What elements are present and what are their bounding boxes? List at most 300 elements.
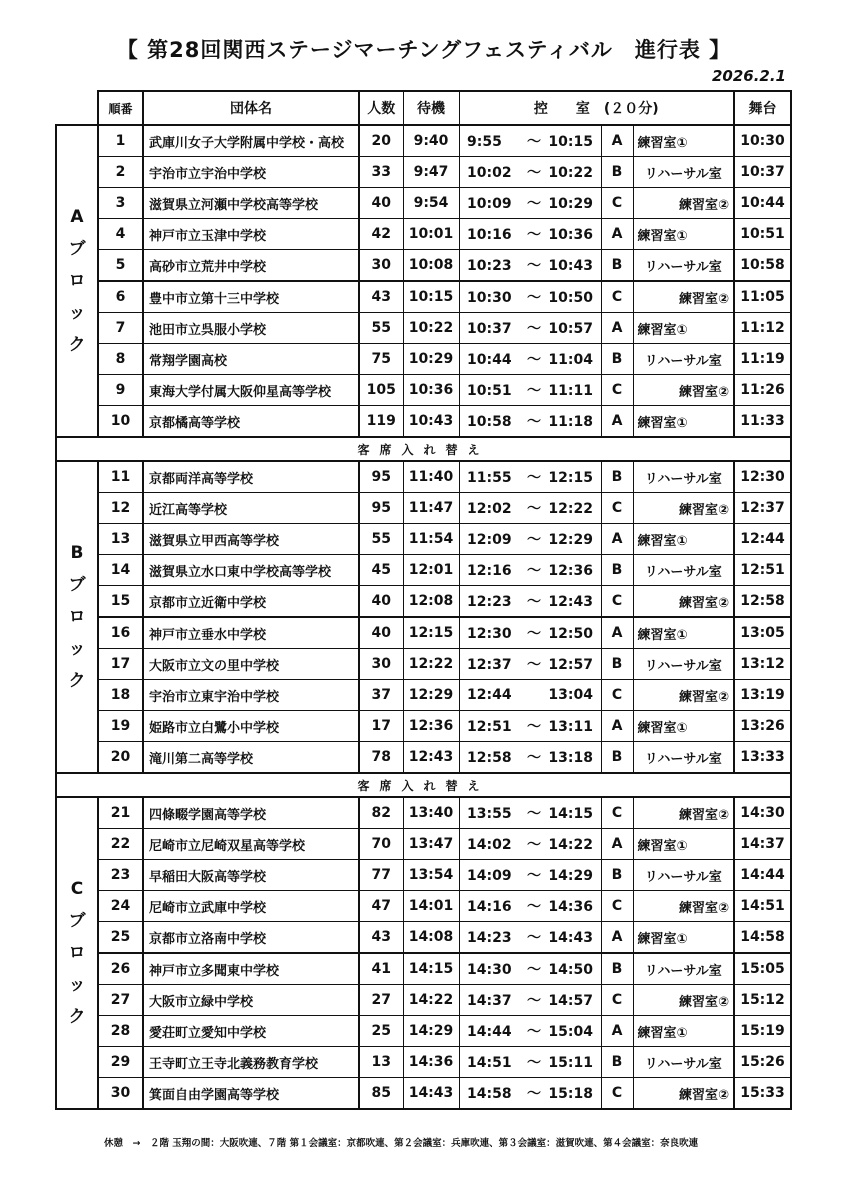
table-row [56, 860, 791, 891]
standby-cell: 10:43 [403, 406, 459, 438]
room-letter-cell: B [601, 461, 633, 493]
table-row [56, 985, 791, 1016]
room-time-cell [459, 985, 601, 1016]
room-end: 10:29 [548, 196, 593, 212]
room-start: 12:58 [467, 750, 512, 766]
block-label-char: ブ [68, 911, 86, 931]
standby-cell: 12:22 [403, 649, 459, 680]
group-name-cell: 神戸市立垂水中学校 [143, 617, 359, 649]
group-name-cell: 四條畷学園高等学校 [143, 797, 359, 829]
members-cell: 78 [359, 742, 403, 774]
block-label-char: C [70, 879, 84, 899]
room-time-cell [459, 461, 601, 493]
room-start: 10:44 [467, 352, 512, 368]
group-name-cell: 尼崎市立武庫中学校 [143, 891, 359, 922]
room-time-cell [459, 313, 601, 344]
order-cell: 19 [98, 711, 143, 742]
audience-change-row [56, 773, 791, 797]
order-cell: 16 [98, 617, 143, 649]
stage-time-cell: 11:19 [734, 344, 791, 375]
room-name-cell: 練習室② [633, 680, 734, 711]
standby-cell: 11:47 [403, 493, 459, 524]
group-name-cell: 池田市立呉服小学校 [143, 313, 359, 344]
standby-cell: 12:01 [403, 555, 459, 586]
room-time-cell [459, 555, 601, 586]
block-label-char: ク [68, 1007, 86, 1027]
block-label [56, 797, 98, 1109]
standby-cell: 10:01 [403, 219, 459, 250]
table-row [56, 344, 791, 375]
block-label [56, 125, 98, 437]
order-cell: 9 [98, 375, 143, 406]
table-row [56, 524, 791, 555]
room-letter-cell: B [601, 742, 633, 774]
standby-cell: 9:40 [403, 125, 459, 157]
stage-time-cell: 15:12 [734, 985, 791, 1016]
room-letter-cell: B [601, 344, 633, 375]
block-label-char: ロ [68, 271, 86, 291]
members-cell: 43 [359, 922, 403, 954]
tilde: ～ [527, 868, 541, 884]
room-start: 10:09 [467, 196, 512, 212]
room-name-cell: リハーサル室 [633, 344, 734, 375]
block-label-char: ブ [68, 239, 86, 259]
stage-time-cell: 13:05 [734, 617, 791, 649]
standby-cell: 9:54 [403, 188, 459, 219]
room-time-cell [459, 1047, 601, 1078]
group-name-cell: 愛荘町立愛知中学校 [143, 1016, 359, 1047]
room-name-cell: 練習室② [633, 891, 734, 922]
tilde: ～ [527, 1024, 541, 1040]
room-start: 10:23 [467, 258, 512, 274]
stage-time-cell: 10:37 [734, 157, 791, 188]
standby-cell: 11:54 [403, 524, 459, 555]
stage-time-cell: 15:26 [734, 1047, 791, 1078]
stage-time-cell: 14:51 [734, 891, 791, 922]
audience-change-row [56, 437, 791, 461]
stage-time-cell: 10:44 [734, 188, 791, 219]
tilde: ～ [527, 165, 541, 181]
members-cell: 47 [359, 891, 403, 922]
room-name-cell: リハーサル室 [633, 860, 734, 891]
room-name-cell: リハーサル室 [633, 742, 734, 774]
room-end: 14:43 [548, 930, 593, 946]
stage-time-cell: 13:12 [734, 649, 791, 680]
room-letter-cell: B [601, 649, 633, 680]
group-name-cell: 箕面自由学園高等学校 [143, 1078, 359, 1110]
header-order: 順番 [98, 91, 143, 125]
tilde: ～ [527, 626, 541, 642]
room-time-cell [459, 406, 601, 438]
stage-time-cell: 14:58 [734, 922, 791, 954]
room-name-cell: 練習室① [633, 617, 734, 649]
standby-cell: 12:43 [403, 742, 459, 774]
room-start: 9:55 [467, 134, 502, 150]
members-cell: 55 [359, 524, 403, 555]
table-row [56, 649, 791, 680]
block-label-char: ブ [68, 575, 86, 595]
stage-time-cell: 11:26 [734, 375, 791, 406]
audience-change-label: 客席入れ替え [56, 773, 791, 797]
tilde: ～ [527, 594, 541, 610]
tilde: ～ [527, 196, 541, 212]
members-cell: 40 [359, 586, 403, 618]
stage-time-cell: 11:33 [734, 406, 791, 438]
tilde: ～ [527, 993, 541, 1009]
order-cell: 23 [98, 860, 143, 891]
stage-time-cell: 15:05 [734, 953, 791, 985]
room-start: 10:02 [467, 165, 512, 181]
tilde: ～ [527, 837, 541, 853]
standby-cell: 14:08 [403, 922, 459, 954]
room-name-cell: 練習室② [633, 188, 734, 219]
room-start: 12:02 [467, 501, 512, 517]
standby-cell: 12:29 [403, 680, 459, 711]
table-row [56, 797, 791, 829]
room-end: 14:57 [548, 993, 593, 1009]
room-time-cell [459, 711, 601, 742]
room-end: 12:36 [548, 563, 593, 579]
room-start: 14:02 [467, 837, 512, 853]
room-end: 15:18 [548, 1086, 593, 1102]
standby-cell: 13:54 [403, 860, 459, 891]
group-name-cell: 大阪市立文の里中学校 [143, 649, 359, 680]
room-name-cell: リハーサル室 [633, 250, 734, 282]
stage-time-cell: 10:30 [734, 125, 791, 157]
room-letter-cell: A [601, 829, 633, 860]
stage-time-cell: 10:51 [734, 219, 791, 250]
table-row [56, 1016, 791, 1047]
room-time-cell [459, 375, 601, 406]
tilde: ～ [527, 719, 541, 735]
group-name-cell: 神戸市立多聞東中学校 [143, 953, 359, 985]
room-start: 10:51 [467, 383, 512, 399]
room-name-cell: リハーサル室 [633, 157, 734, 188]
block-label-char: ク [68, 335, 86, 355]
room-letter-cell: A [601, 125, 633, 157]
table-row [56, 617, 791, 649]
room-start: 11:55 [467, 470, 512, 486]
stage-time-cell: 14:30 [734, 797, 791, 829]
group-name-cell: 常翔学園高校 [143, 344, 359, 375]
tilde: ～ [527, 227, 541, 243]
order-cell: 30 [98, 1078, 143, 1110]
block-label-char: ッ [68, 303, 86, 323]
room-start: 10:30 [467, 290, 512, 306]
group-name-cell: 姫路市立白鷺小中学校 [143, 711, 359, 742]
members-cell: 82 [359, 797, 403, 829]
block-label-char: B [70, 543, 84, 563]
room-end: 11:18 [548, 414, 593, 430]
room-end: 13:11 [548, 719, 593, 735]
page-title: 【 第28回関西ステージマーチングフェスティバル 進行表 】 [116, 38, 732, 62]
order-cell: 2 [98, 157, 143, 188]
table-row [56, 219, 791, 250]
standby-cell: 13:47 [403, 829, 459, 860]
room-time-cell [459, 922, 601, 954]
tilde: ～ [527, 1055, 541, 1071]
room-end: 11:04 [548, 352, 593, 368]
room-time-cell [459, 157, 601, 188]
room-end: 12:15 [548, 470, 593, 486]
room-name-cell: リハーサル室 [633, 649, 734, 680]
room-end: 14:36 [548, 899, 593, 915]
room-name-cell: 練習室① [633, 1016, 734, 1047]
room-letter-cell: C [601, 680, 633, 711]
room-end: 10:43 [548, 258, 593, 274]
tilde: ～ [527, 414, 541, 430]
block-label-char: ロ [68, 607, 86, 627]
group-name-cell: 大阪市立緑中学校 [143, 985, 359, 1016]
room-start: 14:51 [467, 1055, 512, 1071]
room-start: 12:51 [467, 719, 512, 735]
room-time-cell [459, 649, 601, 680]
room-start: 14:44 [467, 1024, 512, 1040]
members-cell: 40 [359, 617, 403, 649]
room-end: 12:43 [548, 594, 593, 610]
room-letter-cell: C [601, 797, 633, 829]
order-cell: 12 [98, 493, 143, 524]
stage-time-cell: 11:12 [734, 313, 791, 344]
room-letter-cell: A [601, 1016, 633, 1047]
room-time-cell [459, 891, 601, 922]
standby-cell: 10:08 [403, 250, 459, 282]
table-row [56, 313, 791, 344]
room-start: 14:30 [467, 962, 512, 978]
members-cell: 77 [359, 860, 403, 891]
tilde: ～ [527, 962, 541, 978]
room-time-cell [459, 219, 601, 250]
standby-cell: 10:36 [403, 375, 459, 406]
room-name-cell: 練習室① [633, 125, 734, 157]
room-start: 12:23 [467, 594, 512, 610]
order-cell: 28 [98, 1016, 143, 1047]
members-cell: 25 [359, 1016, 403, 1047]
header-stage: 舞台 [734, 91, 791, 125]
tilde: ～ [527, 321, 541, 337]
room-start: 14:09 [467, 868, 512, 884]
order-cell: 18 [98, 680, 143, 711]
room-name-cell: 練習室① [633, 313, 734, 344]
members-cell: 55 [359, 313, 403, 344]
room-time-cell [459, 524, 601, 555]
stage-time-cell: 13:33 [734, 742, 791, 774]
room-time-cell [459, 860, 601, 891]
room-time-cell [459, 188, 601, 219]
order-cell: 5 [98, 250, 143, 282]
room-time-cell [459, 953, 601, 985]
members-cell: 95 [359, 493, 403, 524]
room-letter-cell: C [601, 375, 633, 406]
table-row [56, 953, 791, 985]
room-start: 14:16 [467, 899, 512, 915]
block-label-char: A [70, 207, 84, 227]
order-cell: 4 [98, 219, 143, 250]
stage-time-cell: 12:51 [734, 555, 791, 586]
order-cell: 24 [98, 891, 143, 922]
room-end: 12:50 [548, 626, 593, 642]
members-cell: 95 [359, 461, 403, 493]
stage-time-cell: 12:37 [734, 493, 791, 524]
group-name-cell: 京都橘高等学校 [143, 406, 359, 438]
members-cell: 75 [359, 344, 403, 375]
table-row [56, 891, 791, 922]
stage-time-cell: 15:33 [734, 1078, 791, 1110]
stage-time-cell: 13:26 [734, 711, 791, 742]
block-label-char: ッ [68, 639, 86, 659]
stage-time-cell: 14:37 [734, 829, 791, 860]
group-name-cell: 豊中市立第十三中学校 [143, 281, 359, 313]
room-letter-cell: C [601, 493, 633, 524]
order-cell: 17 [98, 649, 143, 680]
block-label [56, 461, 98, 773]
stage-time-cell: 14:44 [734, 860, 791, 891]
members-cell: 45 [359, 555, 403, 586]
room-start: 12:37 [467, 657, 512, 673]
room-start: 10:58 [467, 414, 512, 430]
standby-cell: 11:40 [403, 461, 459, 493]
room-start: 10:37 [467, 321, 512, 337]
tilde: ～ [527, 563, 541, 579]
stage-time-cell: 12:58 [734, 586, 791, 618]
room-name-cell: 練習室① [633, 219, 734, 250]
standby-cell: 12:15 [403, 617, 459, 649]
tilde: ～ [527, 899, 541, 915]
block-label-char: ロ [68, 943, 86, 963]
room-time-cell [459, 680, 601, 711]
room-start: 12:30 [467, 626, 512, 642]
order-cell: 29 [98, 1047, 143, 1078]
standby-cell: 12:36 [403, 711, 459, 742]
group-name-cell: 尼崎市立尼崎双星高等学校 [143, 829, 359, 860]
members-cell: 85 [359, 1078, 403, 1110]
order-cell: 20 [98, 742, 143, 774]
room-time-cell [459, 1078, 601, 1110]
room-end: 14:50 [548, 962, 593, 978]
group-name-cell: 東海大学付属大阪仰星高等学校 [143, 375, 359, 406]
room-time-cell [459, 493, 601, 524]
order-cell: 1 [98, 125, 143, 157]
room-name-cell: 練習室② [633, 281, 734, 313]
room-letter-cell: A [601, 524, 633, 555]
standby-cell: 12:08 [403, 586, 459, 618]
stage-time-cell: 10:58 [734, 250, 791, 282]
table-row [56, 461, 791, 493]
members-cell: 105 [359, 375, 403, 406]
group-name-cell: 神戸市立玉津中学校 [143, 219, 359, 250]
order-cell: 13 [98, 524, 143, 555]
members-cell: 40 [359, 188, 403, 219]
header-group: 団体名 [143, 91, 359, 125]
table-row [56, 250, 791, 282]
room-letter-cell: C [601, 188, 633, 219]
room-name-cell: 練習室② [633, 375, 734, 406]
order-cell: 3 [98, 188, 143, 219]
order-cell: 14 [98, 555, 143, 586]
room-end: 15:04 [548, 1024, 593, 1040]
stage-time-cell: 12:30 [734, 461, 791, 493]
table-row [56, 157, 791, 188]
group-name-cell: 王寺町立王寺北義務教育学校 [143, 1047, 359, 1078]
table-row [56, 493, 791, 524]
order-cell: 11 [98, 461, 143, 493]
group-name-cell: 早稲田大阪高等学校 [143, 860, 359, 891]
event-date: 2026.2.1 [711, 67, 786, 85]
header-members: 人数 [359, 91, 403, 125]
tilde: ～ [527, 470, 541, 486]
room-start: 13:55 [467, 806, 512, 822]
members-cell: 33 [359, 157, 403, 188]
members-cell: 70 [359, 829, 403, 860]
stage-time-cell: 15:19 [734, 1016, 791, 1047]
standby-cell: 10:15 [403, 281, 459, 313]
standby-cell: 14:36 [403, 1047, 459, 1078]
room-end: 12:29 [548, 532, 593, 548]
room-end: 14:15 [548, 806, 593, 822]
header-room: 控 室 (２０分) [459, 91, 734, 125]
header-row [56, 91, 791, 125]
tilde: ～ [527, 532, 541, 548]
room-name-cell: 練習室② [633, 797, 734, 829]
room-name-cell: リハーサル室 [633, 555, 734, 586]
room-letter-cell: C [601, 1078, 633, 1110]
order-cell: 25 [98, 922, 143, 954]
table-row [56, 375, 791, 406]
tilde: ～ [527, 290, 541, 306]
room-end: 10:22 [548, 165, 593, 181]
audience-change-label: 客席入れ替え [56, 437, 791, 461]
room-start: 12:44 [467, 687, 512, 703]
room-time-cell [459, 281, 601, 313]
room-end: 10:57 [548, 321, 593, 337]
room-name-cell: 練習室① [633, 922, 734, 954]
tilde: ～ [527, 806, 541, 822]
room-end: 14:22 [548, 837, 593, 853]
group-name-cell: 近江高等学校 [143, 493, 359, 524]
order-cell: 15 [98, 586, 143, 618]
group-name-cell: 京都両洋高等学校 [143, 461, 359, 493]
tilde: ～ [527, 134, 541, 150]
table-row [56, 555, 791, 586]
room-start: 14:37 [467, 993, 512, 1009]
members-cell: 17 [359, 711, 403, 742]
group-name-cell: 京都市立洛南中学校 [143, 922, 359, 954]
room-end: 12:22 [548, 501, 593, 517]
room-start: 12:16 [467, 563, 512, 579]
group-name-cell: 宇治市立宇治中学校 [143, 157, 359, 188]
tilde: ～ [527, 657, 541, 673]
table-row [56, 680, 791, 711]
standby-cell: 14:43 [403, 1078, 459, 1110]
tilde: ～ [527, 383, 541, 399]
room-name-cell: 練習室② [633, 493, 734, 524]
order-cell: 27 [98, 985, 143, 1016]
table-row [56, 281, 791, 313]
group-name-cell: 滝川第二高等学校 [143, 742, 359, 774]
tilde: ～ [527, 501, 541, 517]
tilde: ～ [527, 930, 541, 946]
room-time-cell [459, 797, 601, 829]
room-name-cell: 練習室② [633, 586, 734, 618]
members-cell: 27 [359, 985, 403, 1016]
room-letter-cell: C [601, 281, 633, 313]
room-end: 10:50 [548, 290, 593, 306]
room-name-cell: リハーサル室 [633, 953, 734, 985]
room-end: 14:29 [548, 868, 593, 884]
room-time-cell [459, 586, 601, 618]
room-end: 13:04 [548, 687, 593, 703]
room-time-cell [459, 125, 601, 157]
